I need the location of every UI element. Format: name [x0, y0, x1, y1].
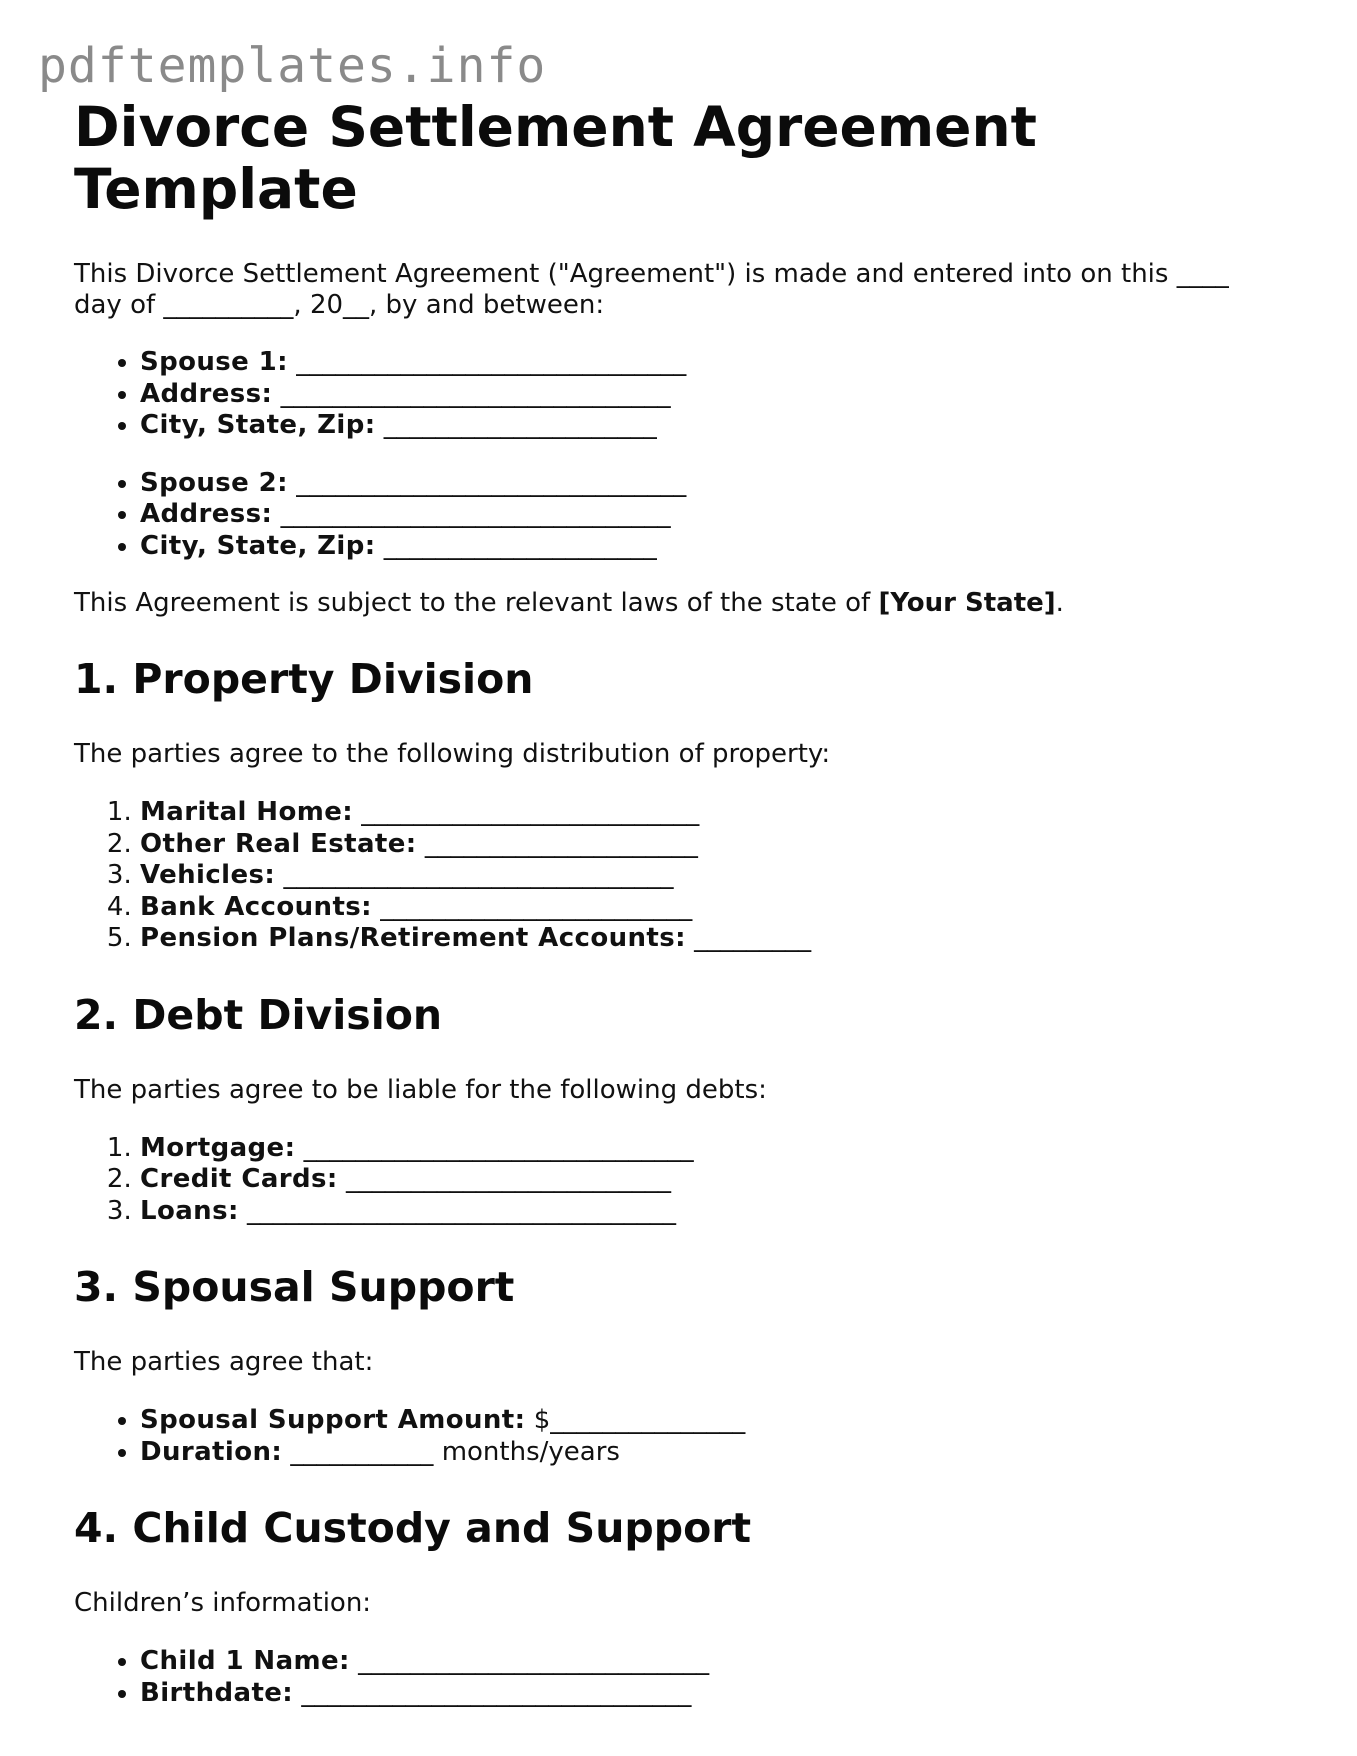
- list-item: [140, 923, 1274, 955]
- field-label: City, State, Zip:: [140, 530, 376, 561]
- list-item: [140, 1196, 1274, 1228]
- field-label: Spouse 2:: [140, 467, 288, 498]
- field-label: Spousal Support Amount:: [140, 1405, 526, 1435]
- field-label: Loans:: [140, 1195, 239, 1226]
- blank-line: __________________________: [353, 797, 700, 827]
- list-item: [140, 1678, 1274, 1710]
- field-label: Bank Accounts:: [140, 891, 372, 922]
- list-item: [140, 531, 1274, 563]
- field-label: Pension Plans/Retirement Accounts:: [140, 923, 686, 953]
- list-item: [140, 1133, 1274, 1165]
- section-heading-debt: 2. Debt Division: [74, 990, 443, 1039]
- property-lead: The parties agree to the following distribution of property:: [74, 739, 831, 769]
- list-item: [140, 860, 1274, 892]
- blank-line: ______________________________: [272, 499, 671, 529]
- document-title: Divorce Settlement Agreement Template: [74, 95, 1037, 221]
- list-item: [140, 347, 1274, 379]
- field-label: City, State, Zip:: [140, 410, 376, 440]
- section-heading-child-custody: 4. Child Custody and Support: [74, 1504, 752, 1552]
- blank-line: _________________________: [337, 1164, 671, 1194]
- blank-line: _________________________________: [238, 1195, 677, 1226]
- blank-line: ___________________________: [349, 1646, 710, 1676]
- debt-list: [74, 1133, 1274, 1228]
- debt-lead: The parties agree to be liable for the following debts:: [74, 1074, 767, 1105]
- intro-line-1: This Divorce Settlement Agreement ("Agreement") is made and entered into on this ____: [74, 259, 1229, 289]
- governing-law-paragraph: [74, 588, 1274, 619]
- field-label: Birthdate:: [140, 1677, 294, 1708]
- property-list: [74, 797, 1274, 955]
- list-item: [140, 468, 1274, 500]
- field-label: Duration:: [140, 1436, 283, 1467]
- list-item: [140, 797, 1274, 829]
- field-label: Vehicles:: [140, 860, 276, 890]
- field-label: Other Real Estate:: [140, 828, 417, 859]
- blank-line: ______________________________: [295, 1132, 694, 1163]
- section-heading-property: 1. Property Division: [74, 655, 534, 703]
- intro-paragraph: [74, 259, 1274, 321]
- document-body: [74, 96, 1274, 1709]
- field-label: Mortgage:: [140, 1132, 296, 1163]
- blank-line: ______________________________: [287, 467, 687, 498]
- list-item: [140, 499, 1274, 531]
- list-item: [140, 1405, 1274, 1437]
- state-placeholder: [Your State]: [878, 588, 1056, 618]
- blank-line: ______________________________: [275, 860, 674, 890]
- field-label: Address:: [140, 378, 273, 409]
- list-item: [140, 1437, 1274, 1469]
- custody-lead: Children’s information:: [74, 1588, 372, 1618]
- list-item: [140, 1646, 1274, 1678]
- field-label: Spouse 1:: [140, 347, 288, 377]
- governing-law-end: .: [1055, 588, 1064, 618]
- field-label: Address:: [140, 499, 273, 529]
- blank-line: $_______________: [525, 1405, 746, 1435]
- field-label: Child 1 Name:: [140, 1646, 350, 1676]
- blank-line: ___________ months/years: [282, 1436, 620, 1467]
- blank-line: ______________________________: [272, 378, 671, 409]
- list-item: [140, 410, 1274, 442]
- children-list: [74, 1646, 1274, 1709]
- blank-line: _________: [685, 923, 812, 953]
- field-label: Credit Cards:: [140, 1164, 338, 1194]
- section-heading-spousal-support: 3. Spousal Support: [74, 1263, 515, 1311]
- spouse-1-list: [74, 347, 1274, 442]
- blank-line: _____________________: [375, 530, 657, 561]
- list-item: [140, 892, 1274, 924]
- spousal-support-list: [74, 1405, 1274, 1468]
- list-item: [140, 829, 1274, 861]
- blank-line: _____________________: [375, 410, 657, 440]
- field-label: Marital Home:: [140, 797, 354, 827]
- watermark: pdftemplates.info: [38, 38, 547, 94]
- intro-line-2: day of __________, 20__, by and between:: [74, 290, 605, 320]
- blank-line: ______________________________: [287, 347, 687, 377]
- spouse-2-list: [74, 468, 1274, 563]
- blank-line: _____________________: [416, 828, 698, 859]
- blank-line: ________________________: [371, 891, 693, 922]
- list-item: [140, 379, 1274, 411]
- list-item: [140, 1164, 1274, 1196]
- spousal-lead: The parties agree that:: [74, 1347, 374, 1377]
- governing-law-text: This Agreement is subject to the relevant laws of the state of: [74, 588, 879, 618]
- blank-line: ______________________________: [293, 1677, 692, 1708]
